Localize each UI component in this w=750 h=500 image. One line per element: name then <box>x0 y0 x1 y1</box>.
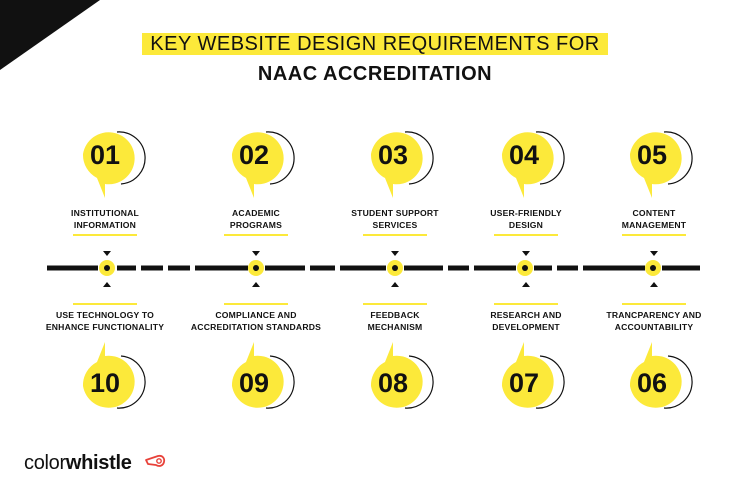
step-number: 08 <box>377 368 409 398</box>
step-pin-08 <box>363 336 423 416</box>
colorwhistle-logo[interactable] <box>24 452 132 475</box>
step-label-10: USE TECHNOLOGY TO ENHANCE FUNCTIONALITY <box>45 310 165 332</box>
underline <box>224 303 288 305</box>
step-pin-03 <box>363 126 423 206</box>
logo-text-color: color <box>24 452 66 474</box>
step-label-01: INSTITUTIONAL INFORMATION <box>70 208 139 230</box>
timeline-node-1 <box>100 261 114 275</box>
step-pin-01 <box>75 126 135 206</box>
step-number: 04 <box>508 140 540 170</box>
step-label-08: FEEDBACK MECHANISM <box>367 310 423 332</box>
step-pin-05 <box>622 126 682 206</box>
step-pin-06 <box>622 336 682 416</box>
arrow-up <box>252 282 260 287</box>
step-pin-07 <box>494 336 554 416</box>
arrow-down <box>252 251 260 256</box>
arrow-down <box>522 251 530 256</box>
underline <box>73 303 137 305</box>
arrow-down <box>650 251 658 256</box>
step-label-03: STUDENT SUPPORT SERVICES <box>351 208 439 230</box>
arrow-up <box>391 282 399 287</box>
arrow-down <box>391 251 399 256</box>
underline <box>494 303 558 305</box>
step-pin-10 <box>75 336 135 416</box>
step-label-05: CONTENT MANAGEMENT <box>621 208 687 230</box>
underline <box>622 234 686 236</box>
arrow-up <box>650 282 658 287</box>
step-number: 02 <box>238 140 270 170</box>
step-pin-02 <box>224 126 284 206</box>
underline <box>224 234 288 236</box>
timeline-node-2 <box>249 261 263 275</box>
step-number: 07 <box>508 368 540 398</box>
step-label-04: USER-FRIENDLY DESIGN <box>490 208 562 230</box>
step-number: 03 <box>377 140 409 170</box>
underline <box>363 303 427 305</box>
step-number: 10 <box>89 368 121 398</box>
timeline-node-4 <box>518 261 532 275</box>
step-number: 09 <box>238 368 270 398</box>
title-line-1: KEY WEBSITE DESIGN REQUIREMENTS FOR <box>0 32 750 56</box>
whistle-icon <box>144 452 166 474</box>
underline <box>73 234 137 236</box>
step-pin-04 <box>494 126 554 206</box>
underline <box>494 234 558 236</box>
timeline-node-3 <box>388 261 402 275</box>
underline <box>622 303 686 305</box>
step-label-09: COMPLIANCE AND ACCREDITATION STANDARDS <box>190 310 322 332</box>
step-number: 06 <box>636 368 668 398</box>
title-line-2: NAAC ACCREDITATION <box>257 63 493 85</box>
arrow-up <box>103 282 111 287</box>
step-label-06: TRANCPARENCY AND ACCOUNTABILITY <box>606 310 702 332</box>
logo-text-whistle: whistle <box>65 452 132 474</box>
step-label-02: ACADEMIC PROGRAMS <box>229 208 283 230</box>
arrow-down <box>103 251 111 256</box>
step-pin-09 <box>224 336 284 416</box>
step-number: 01 <box>89 140 121 170</box>
step-number: 05 <box>636 140 668 170</box>
underline <box>363 234 427 236</box>
timeline-node-5 <box>646 261 660 275</box>
arrow-up <box>522 282 530 287</box>
step-label-07: RESEARCH AND DEVELOPMENT <box>490 310 562 332</box>
